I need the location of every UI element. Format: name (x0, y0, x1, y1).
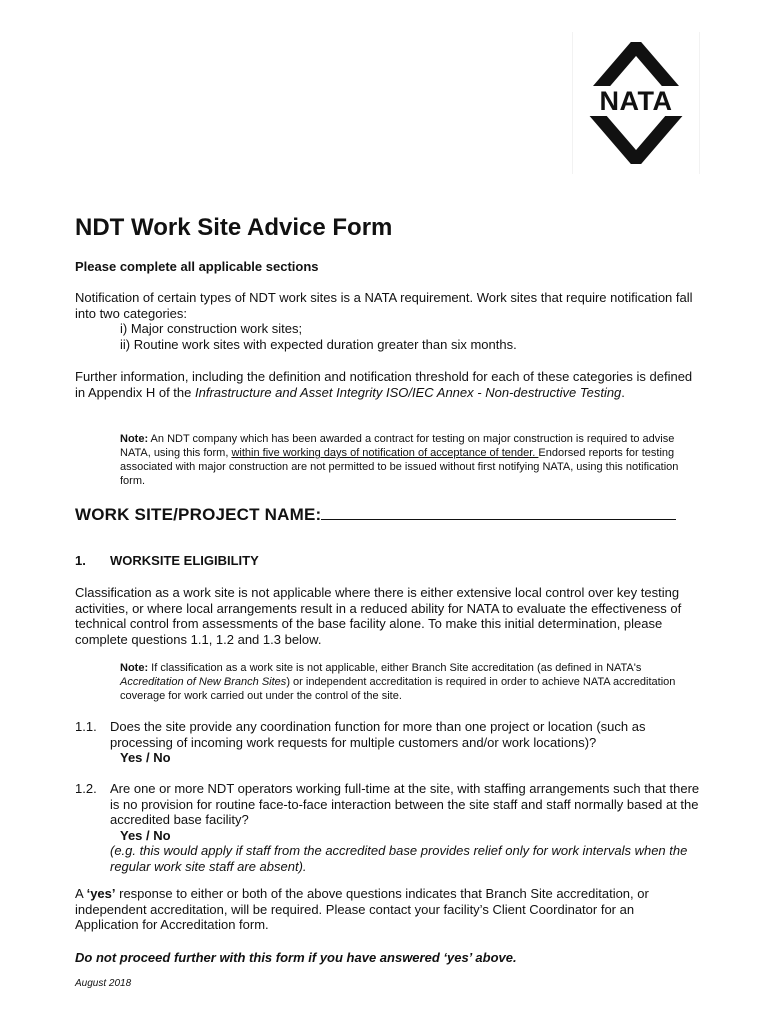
nata-logo (572, 32, 700, 174)
note-label: Note: (120, 662, 149, 674)
worksite-name-input-line[interactable] (321, 505, 676, 520)
response-paragraph (75, 886, 697, 933)
question-text: Does the site provide any coordination function for more than one project or location (such as processing of incoming work requests for multiple customers and/or work locations)? (110, 719, 646, 750)
note-text-end: ) or independent accreditation is required in order to achieve NATA accreditation coverage for work carried out under the control of the site. (120, 676, 676, 702)
annex-title: Infrastructure and Asset Integrity ISO/IEC Annex - Non-destructive Testing (194, 384, 622, 400)
note-label: Note: (120, 433, 149, 445)
intro-item-1: i) Major construction work sites; (120, 321, 303, 337)
response-text-end: response to either or both of the above questions indicates that Branch Site accreditation, or independent accreditation, will be required. Please contact your facility’s Client Coordinator for an Application for Accreditation form. (75, 886, 649, 933)
classification-paragraph: Classification as a work site is not applicable where there is either extensive local control over key testing activities, or where local arrangements result in a reduced ability for NATA to evaluate the effectiveness of technical control from assessments of the base facility alone. To make this initial determination, please complete questions 1.1, 1.2 and 1.3 below. (75, 585, 682, 647)
stop-instruction: Do not proceed further with this form if you have answered ‘yes’ above. (75, 950, 517, 965)
note-text: If classification as a work site is not applicable, either Branch Site accreditation (as defined in NATA's (148, 662, 642, 674)
question-body (110, 781, 700, 875)
intro-paragraph (75, 290, 695, 352)
note-2 (120, 661, 690, 703)
question-number: 1.2. (75, 781, 97, 796)
section-title: WORKSITE ELIGIBILITY (110, 553, 259, 568)
intro-item-2: ii) Routine work sites with expected duration greater than six months. (120, 336, 517, 352)
question-1-1 (75, 719, 705, 769)
section-number: 1. (75, 553, 86, 568)
further-end: . (621, 384, 625, 400)
note-text: An NDT company which has been awarded a contract for testing on major construction is required to advise NATA, using this form, (120, 433, 675, 459)
yes-no-answer[interactable]: Yes / No (120, 750, 171, 766)
question-1-2 (75, 781, 705, 876)
worksite-label: WORK SITE/PROJECT NAME: (75, 505, 322, 524)
worksite-name-field (75, 505, 676, 525)
yes-emphasis: ‘yes’ (86, 886, 116, 901)
question-number: 1.1. (75, 719, 97, 734)
note-underlined-text: within five working days of notification of acceptance of tender. (231, 447, 539, 459)
question-body (110, 719, 700, 766)
question-hint: (e.g. this would apply if staff from the accredited base provides relief only for work intervals when the regular work site staff are absent). (110, 843, 688, 874)
section-heading (75, 553, 259, 568)
footer-date: August 2018 (75, 978, 132, 989)
note-text-end: Endorsed reports for testing associated with major construction are not permitted to be issued without first notifying NATA, using this notification form. (120, 447, 679, 487)
further-text: Further information, including the definition and notification threshold for each of these categories is defined in Appendix H of the (75, 369, 693, 400)
further-info-paragraph (75, 369, 695, 400)
page-title: NDT Work Site Advice Form (75, 214, 393, 241)
logo-text: NATA (579, 86, 693, 116)
note-1 (120, 432, 680, 488)
page-subtitle: Please complete all applicable sections (75, 259, 319, 274)
branch-sites-title: Accreditation of New Branch Sites (120, 676, 287, 688)
question-text: Are one or more NDT operators working full-time at the site, with staffing arrangements such that there is no provision for routine face-to-face interaction between the site staff and staff normally based at the accredited base facility? (110, 781, 700, 828)
intro-text: Notification of certain types of NDT work sites is a NATA requirement. Work sites that require notification fall into two categories: (75, 290, 693, 321)
yes-no-answer[interactable]: Yes / No (120, 827, 171, 843)
response-text: A (75, 886, 87, 901)
